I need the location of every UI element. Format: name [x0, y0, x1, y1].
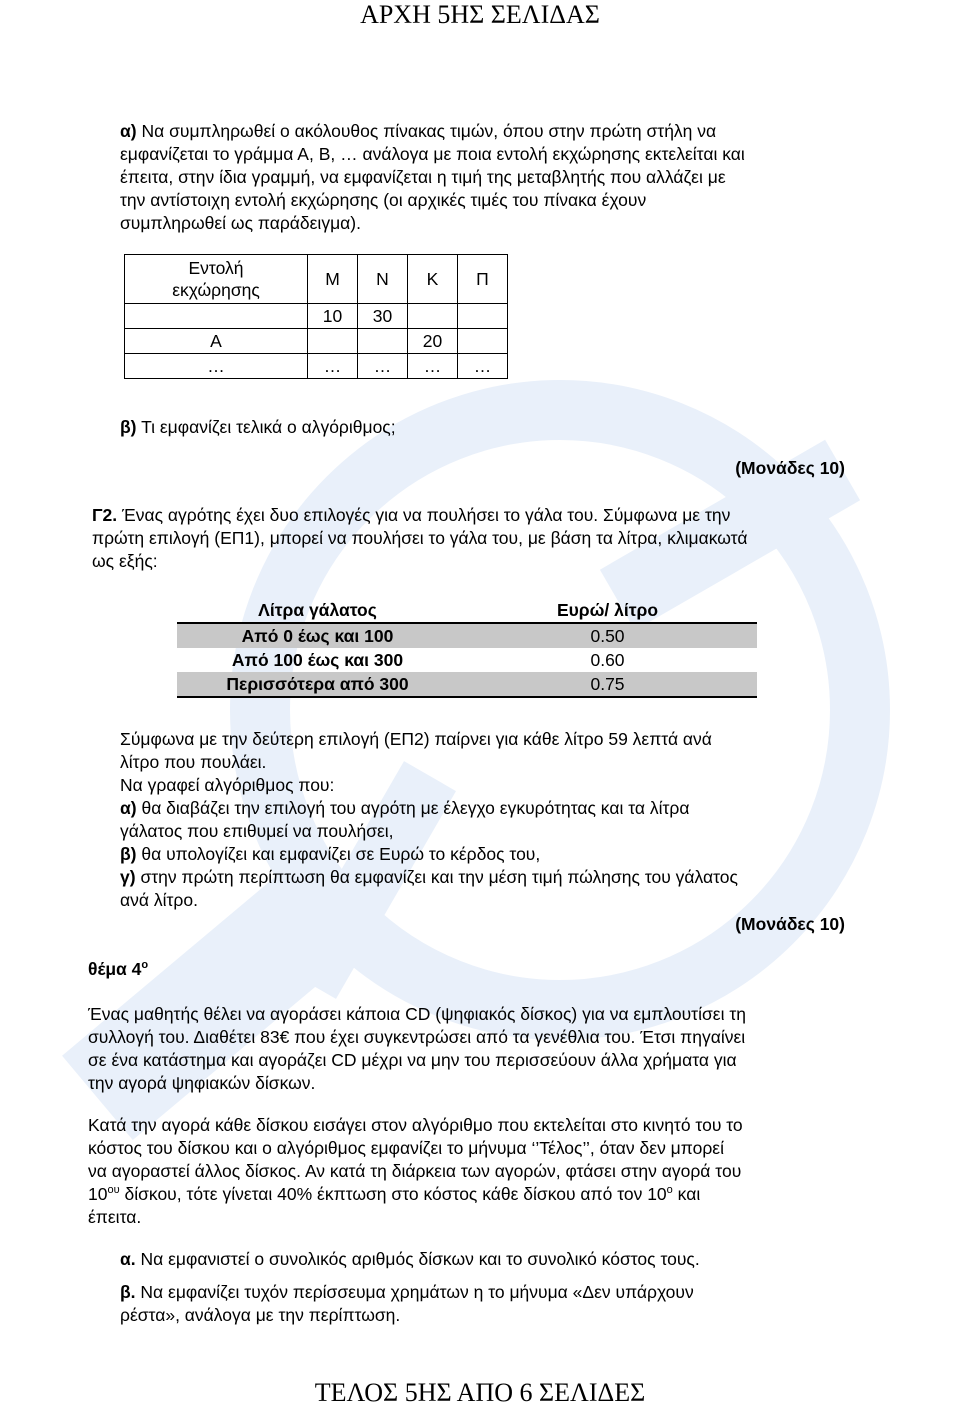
table-cell — [125, 304, 308, 329]
text-line: σε ένα κατάστημα και αγοράζει CD μέχρι να μην του περισσεύουν άλλα χρήματα για — [88, 1050, 737, 1070]
text-line: ρέστα», ανάλογα με την περίπτωση. — [120, 1305, 401, 1325]
assignment-trace-table — [124, 254, 508, 379]
header-cell: Π — [458, 255, 508, 304]
g2-intro — [92, 504, 852, 573]
text-line: ανά λίτρο. — [120, 890, 198, 910]
text-line: λίτρο που πουλάει. — [120, 752, 267, 772]
text-line: Κατά την αγορά κάθε δίσκου εισάγει στον αλγόριθμο που εκτελείται στο κινητό του το — [88, 1115, 743, 1135]
item-label: β. — [120, 1282, 136, 1302]
text-line: έπειτα, στην ίδια γραμμή, να εμφανίζεται η τιμή της μεταβλητής που αλλάζει με — [120, 167, 726, 187]
text-line: Σύμφωνα με την δεύτερη επιλογή (ΕΠ2) παίρνει για κάθε λίτρο 59 λεπτά ανά — [120, 729, 712, 749]
text-line: συλλογή του. Διαθέτει 83€ που έχει συγκεντρώσει από τα γενέθλια του. Έτσι πηγαίνει — [88, 1027, 746, 1047]
text-line: $10^{o\upsilon}$ δίσκου, τότε γίνεται 40% έκπτωση στο κόστος κάθε δίσκου από τον $10^o$ και — [88, 1184, 701, 1204]
table-row — [125, 354, 508, 379]
text-line: Να εμφανιστεί ο συνολικός αριθμός δίσκων και το συνολικό κόστος τους. — [140, 1249, 700, 1269]
text-line: γάλατος που επιθυμεί να πουλήσει, — [120, 821, 394, 841]
text-line: Να εμφανίζει τυχόν περίσσευμα χρημάτων η το μήνυμα «Δεν υπάρχουν — [140, 1282, 694, 1302]
page-footer: ΤΕΛΟΣ 5ΗΣ ΑΠΟ 6 ΣΕΛΙΔΕΣ — [314, 1378, 646, 1407]
table-cell: Α — [125, 329, 308, 354]
table-cell: 0.50 — [590, 626, 625, 646]
table-cell: Περισσότερα από 300 — [226, 674, 409, 694]
page-header: ΑΡΧΗ 5ΗΣ ΣΕΛΙΔΑΣ — [360, 0, 600, 29]
table-cell — [408, 304, 458, 329]
text-line: Να γραφεί αλγόριθμος που: — [120, 775, 335, 795]
question-b-label: β) — [120, 417, 137, 437]
table-cell — [458, 329, 508, 354]
table-cell: 0.60 — [590, 650, 625, 670]
text-line: στην πρώτη περίπτωση θα εμφανίζει και την μέση τιμή πώλησης του γάλατος — [140, 867, 738, 887]
table-row — [125, 304, 508, 329]
table-cell: … — [358, 354, 408, 379]
item-label: α) — [120, 798, 137, 818]
text-line: θα υπολογίζει και εμφανίζει σε Ευρώ το κέρδος του, — [141, 844, 541, 864]
text-line: συμπληρωθεί ως παράδειγμα). — [120, 213, 361, 233]
table-cell — [458, 304, 508, 329]
table-row — [177, 672, 757, 698]
table-cell: Από 0 έως και 100 — [241, 626, 394, 646]
table-header-row — [125, 255, 508, 304]
text-line: να αγοραστεί άλλος δίσκος. Αν κατά τη διάρκεια των αγορών, φτάσει στην αγορά του — [88, 1161, 742, 1181]
table-cell: … — [308, 354, 358, 379]
item-label: γ) — [120, 867, 136, 887]
q4-paragraph-2 — [88, 1114, 848, 1229]
table-cell — [308, 329, 358, 354]
header-cell: Κ — [408, 255, 458, 304]
table-cell: … — [458, 354, 508, 379]
question-b-text — [120, 416, 850, 439]
table-cell — [358, 329, 408, 354]
text-line: Ένας μαθητής θέλει να αγοράσει κάποια CD (ψηφιακός δίσκος) για να εμπλουτίσει τη — [88, 1004, 746, 1024]
text-line: την αντίστοιχη εντολή εκχώρησης (οι αρχικές τιμές του πίνακα έχουν — [120, 190, 647, 210]
table-row — [125, 329, 508, 354]
q4-items — [120, 1248, 855, 1327]
text-line: Ένας αγρότης έχει δυο επιλογές για να πουλήσει το γάλα του. Σύμφωνα με την — [122, 505, 731, 525]
text-line: πρώτη επιλογή (ΕΠ1), μπορεί να πουλήσει το γάλα του, με βάση τα λίτρα, κλιμακωτά — [92, 528, 748, 548]
milk-price-table — [177, 598, 757, 698]
header-cell: Ν — [358, 255, 408, 304]
question-a-text — [120, 120, 850, 235]
table-cell: … — [408, 354, 458, 379]
question-b-body: Τι εμφανίζει τελικά ο αλγόριθμος; — [141, 417, 396, 437]
g2-label: Γ2. — [92, 505, 118, 525]
q4-paragraph-1 — [88, 1003, 848, 1095]
item-label: α. — [120, 1249, 136, 1269]
item-label: β) — [120, 844, 137, 864]
text-line: θα διαβάζει την επιλογή του αγρότη με έλεγχο εγκυρότητας και τα λίτρα — [141, 798, 690, 818]
table-cell: 10 — [308, 304, 358, 329]
header-cell: Λίτρα γάλατος — [258, 600, 377, 620]
table-cell: 30 — [358, 304, 408, 329]
header-cell-command: Εντολή εκχώρησης — [125, 255, 308, 304]
text-line: την αγορά ψηφιακών δίσκων. — [88, 1073, 316, 1093]
header-cell: Μ — [308, 255, 358, 304]
text-line: Να συμπληρωθεί ο ακόλουθος πίνακας τιμών, όπου στην πρώτη στήλη να — [141, 121, 717, 141]
header-cell: Ευρώ/ λίτρο — [556, 600, 659, 620]
text-line: εμφανίζεται το γράμμα Α, Β, … ανάλογα με ποια εντολή εκχώρησης εκτελείται και — [120, 144, 745, 164]
question-a-label: α) — [120, 121, 137, 141]
table-cell: … — [125, 354, 308, 379]
text-line: έπειτα. — [88, 1207, 142, 1227]
marks-label: (Μονάδες 10) — [735, 458, 845, 478]
text-line: κόστος του δίσκου και ο αλγόριθμος εμφανίζει το μήνυμα ‘’Τέλος’’, όταν δεν μπορεί — [88, 1138, 724, 1158]
table-header-row — [177, 598, 757, 622]
g2-body — [120, 728, 855, 912]
text-line: ως εξής: — [92, 551, 158, 571]
table-cell: 20 — [408, 329, 458, 354]
marks-label: (Μονάδες 10) — [735, 914, 845, 934]
table-row — [177, 624, 757, 648]
table-cell: Από 100 έως και 300 — [231, 650, 404, 670]
section-title: θέμα $4^o$ — [88, 959, 149, 979]
table-row — [177, 648, 757, 672]
table-cell: 0.75 — [590, 674, 625, 694]
